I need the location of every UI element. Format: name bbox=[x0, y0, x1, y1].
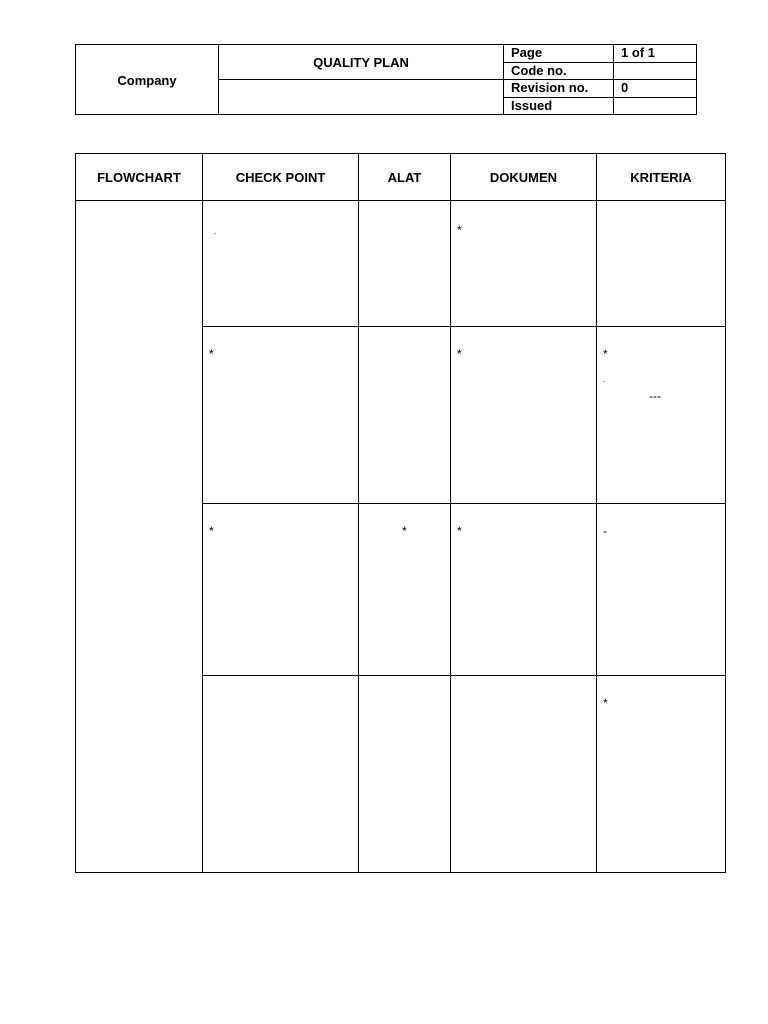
kriteria-cell bbox=[597, 201, 726, 327]
column-header-alat: ALAT bbox=[359, 154, 451, 201]
code-no-label: Code no. bbox=[504, 62, 614, 80]
cell-mark: * bbox=[402, 523, 407, 538]
company-name: Company bbox=[76, 45, 219, 115]
cell-mark: * bbox=[603, 347, 608, 362]
kriteria-cell bbox=[597, 676, 726, 873]
dokumen-cell bbox=[451, 201, 597, 327]
cell-mark: --- bbox=[649, 389, 661, 404]
dokumen-cell bbox=[451, 327, 597, 503]
cell-mark: . bbox=[603, 375, 606, 385]
column-header-flowchart: FLOWCHART bbox=[76, 154, 203, 201]
alat-cell bbox=[359, 201, 451, 327]
column-header-dokumen: DOKUMEN bbox=[451, 154, 597, 201]
document-title: QUALITY PLAN bbox=[219, 45, 504, 80]
revision-no-label: Revision no. bbox=[504, 80, 614, 98]
alat-cell bbox=[359, 327, 451, 503]
flowchart-cell bbox=[76, 201, 203, 873]
column-header-kriteria: KRITERIA bbox=[597, 154, 726, 201]
cell-mark: . bbox=[214, 227, 217, 237]
dokumen-cell bbox=[451, 503, 597, 675]
checkpoint-cell bbox=[203, 327, 359, 503]
cell-mark: - bbox=[603, 523, 607, 538]
cell-mark: * bbox=[457, 347, 462, 362]
title-subcell bbox=[219, 80, 504, 115]
code-no-value bbox=[614, 62, 697, 80]
issued-value bbox=[614, 97, 697, 115]
alat-cell bbox=[359, 503, 451, 675]
table-header-row bbox=[76, 154, 726, 201]
quality-plan-table bbox=[75, 153, 726, 873]
alat-cell bbox=[359, 676, 451, 873]
issued-label: Issued bbox=[504, 97, 614, 115]
page-label: Page bbox=[504, 45, 614, 63]
checkpoint-cell bbox=[203, 201, 359, 327]
cell-mark: * bbox=[457, 223, 462, 238]
dokumen-cell bbox=[451, 676, 597, 873]
cell-mark: * bbox=[457, 523, 462, 538]
column-header-check-point: CHECK POINT bbox=[203, 154, 359, 201]
cell-mark: * bbox=[209, 347, 214, 362]
document-header bbox=[75, 44, 697, 115]
page-value: 1 of 1 bbox=[614, 45, 697, 63]
cell-mark: * bbox=[603, 696, 608, 711]
kriteria-cell bbox=[597, 503, 726, 675]
revision-no-value: 0 bbox=[614, 80, 697, 98]
kriteria-cell bbox=[597, 327, 726, 503]
cell-mark: * bbox=[209, 523, 214, 538]
checkpoint-cell bbox=[203, 503, 359, 675]
checkpoint-cell bbox=[203, 676, 359, 873]
table-row bbox=[76, 201, 726, 327]
